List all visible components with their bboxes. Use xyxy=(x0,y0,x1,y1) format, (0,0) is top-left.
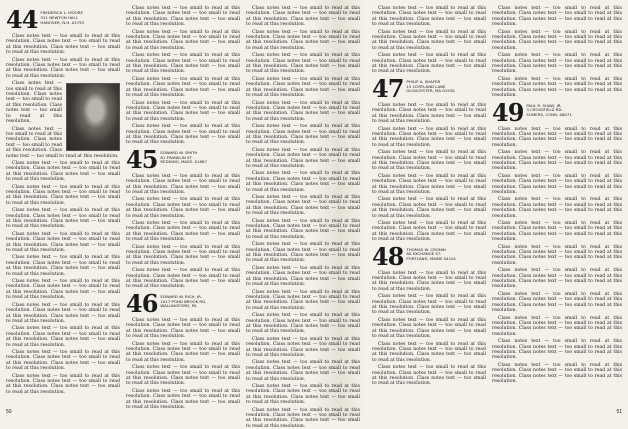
body-paragraph: Class notes text — too small to read at this resolution. Class notes text — too small to read at this resolution. Class notes text — too small to read at this resolution. xyxy=(246,289,360,311)
body-paragraph: Class notes text — too small to read at this resolution. Class notes text — too small to read at this resolution. Class notes text — too small to read at this resolution. xyxy=(372,197,486,219)
body-paragraph: Class notes text — too small to read at this resolution. Class notes text — too small to read at this resolution. Class notes text — too small to read at this resolution. xyxy=(126,173,240,195)
column-2 xyxy=(126,6,240,410)
body-paragraph: Class notes text — too small to read at this resolution. Class notes text — too small to read at this resolution. Class notes text — too small to read at this resolution. xyxy=(492,173,622,195)
body-paragraph: Class notes text — too small to read at this resolution. Class notes text — too small to read at this resolution. Class notes text — too small to read at this resolution. xyxy=(6,126,119,159)
body-paragraph: Class notes text — too small to read at this resolution. Class notes text — too small to read at this resolution. Class notes text — too small to read at this resolution. xyxy=(372,6,486,28)
body-paragraph: Class notes text — too small to read at this resolution. Class notes text — too small to read at this resolution. Class notes text — too small to read at this resolution. xyxy=(492,291,622,314)
body-paragraph: Class notes text — too small to read at this resolution. Class notes text — too small to read at this resolution. Class notes text — too small to read at this resolution. xyxy=(126,388,240,410)
body-paragraph: Class notes text — too small to read at this resolution. Class notes text — too small to read at this resolution. Class notes text — too small to read at this resolution. xyxy=(6,231,120,254)
body-paragraph: Class notes text — too small to read at this resolution. Class notes text — too small to read at this resolution. Class notes text — too small to read at this resolution. xyxy=(126,53,240,75)
class-secretary-address: PHILIP A. SHAFER 15 CORTLAND LANE GLOUCESTER, MA 01930 xyxy=(406,78,455,94)
body-paragraph: Class notes text — too small to read at this resolution. Class notes text — too small to read at this resolution. Class notes text — too small to read at this resolution. xyxy=(6,208,120,230)
body-paragraph: Class notes text — too small to read at this resolution. Class notes text — too small to read at this resolution. Class notes text — too small to read at this resolution. xyxy=(492,150,622,172)
class-year: 46 xyxy=(126,288,158,318)
class-year: 49 xyxy=(492,97,524,127)
body-paragraph: Class notes text — too small to read at this resolution. Class notes text — too small to read at this resolution. Class notes text — too small to read at this resolution. xyxy=(492,126,622,148)
body-paragraph: Class notes text — too small to read at this resolution. Class notes text — too small to read at this resolution. Class notes text — too small to read at this resolution. xyxy=(126,100,240,122)
body-paragraph: Class notes text — too small to read at this resolution. Class notes text — too small to read at this resolution. Class notes text — too small to read at this resolution. xyxy=(246,124,360,146)
body-paragraph: Class notes text — too small to read at this resolution. Class notes text — too small to read at this resolution. Class notes text — too small to read at this resolution. xyxy=(126,244,240,266)
class-year: 48 xyxy=(372,241,404,271)
body-paragraph: Class notes text — too small to read at this resolution. Class notes text — too small to read at this resolution. Class notes text — too small to read at this resolution. xyxy=(492,53,622,75)
body-paragraph: Class notes text — too small to read at this resolution. Class notes text — too small to read at this resolution. Class notes text — too small to read at this resolution. xyxy=(492,197,622,219)
class-header xyxy=(372,73,486,103)
body-paragraph: Class notes text — too small to read at this resolution. Class notes text — too small to read at this resolution. Class notes text — too small to read at this resolution. xyxy=(246,313,360,335)
body-paragraph: Class notes text — too small to read at this resolution. Class notes text — too small to read at this resolution. Class notes text — too small to read at this resolution. xyxy=(126,317,240,340)
body-paragraph: Class notes text — too small to read at this resolution. Class notes text — too small to read at this resolution. Class notes text — too small to read at this resolution. xyxy=(6,57,120,79)
body-paragraph: Class notes text — too small to read at this resolution. Class notes text — too small to read at this resolution. Class notes text — too small to read at this resolution. xyxy=(246,6,360,28)
body-paragraph: Class notes text — too small to read at this resolution. Class notes text — too small to read at this resolution. Class notes text — too small to read at this resolution. xyxy=(492,315,622,337)
body-paragraph: Class notes text — too small to read at this resolution. Class notes text — too small to read at this resolution. Class notes text — too small to read at this resolution. xyxy=(6,373,120,395)
body-paragraph: Class notes text — too small to read at this resolution. Class notes text — too small to read at this resolution. Class notes text — too small to read at this resolution. xyxy=(6,302,120,324)
body-paragraph: Class notes text — too small to read at this resolution. Class notes text — too small to read at this resolution. Class notes text — too small to read at this resolution. xyxy=(126,29,240,51)
body-paragraph: Class notes text — too small to read at this resolution. Class notes text — too small to read at this resolution. Class notes text — too small to read at this resolution. xyxy=(492,362,622,384)
body-paragraph: Class notes text — too small to read at this resolution. Class notes text — too small to read at this resolution. Class notes text — too small to read at this resolution. xyxy=(492,6,622,28)
body-paragraph: Class notes text — too small to read at this resolution. Class notes text — too small to read at this resolution. Class notes text — too small to read at this resolution. xyxy=(126,268,240,290)
portrait-photo xyxy=(66,83,120,151)
body-paragraph: Class notes text — too small to read at this resolution. Class notes text — too small to read at this resolution. Class notes text — too small to read at this resolution. xyxy=(6,184,120,206)
column-5 xyxy=(492,6,622,402)
class-secretary-address: THOMAS W. CRONIN 80 EXCHANGE ST. PORTLAND, MAINE 04101 xyxy=(406,246,457,262)
body-paragraph: Class notes text — too small to read at this resolution. Class notes text — too small to read at this resolution. Class notes text — too small to read at this resolution. xyxy=(6,160,120,183)
column-1 xyxy=(6,6,120,402)
body-paragraph: Class notes text — too small to read at this resolution. Class notes text — too small to read at this resolution. Class notes text — too small to read at this resolution. xyxy=(246,407,360,429)
body-paragraph: Class notes text — too small to read at this resolution. Class notes text — too small to read at this resolution. Class notes text — too small to read at this resolution. xyxy=(372,317,486,340)
body-paragraph: Class notes text — too small to read at this resolution. Class notes text — too small to read at this resolution. Class notes text — too small to read at this resolution. xyxy=(492,221,622,243)
class-secretary-address: EDWARD W. SMITH 81 FRANKLIN ST. REDDING, MASS. 01867 xyxy=(160,149,207,165)
body-paragraph: Class notes text — too small to read at this resolution. Class notes text — too small to read at this resolution. Class notes text — too small to read at this resolution. xyxy=(372,270,486,292)
class-header xyxy=(6,5,120,34)
body-paragraph: Class notes text — too small to read at this resolution. Class notes text — too small to read at this resolution. Class notes text — too small to read at this resolution. xyxy=(126,76,240,99)
body-paragraph: Class notes text — too small to read at this resolution. Class notes text — too small to read at this resolution. Class notes text — too small to read at this resolution. xyxy=(492,76,622,99)
column-3 xyxy=(246,6,360,429)
body-paragraph: Class notes text — too small to read at this resolution. Class notes text — too small to read at this resolution. Class notes text — too small to read at this resolution. xyxy=(492,244,622,266)
body-paragraph: Class notes text — too small to read at this resolution. Class notes text — too small to read at this resolution. Class notes text — too small to read at this resolution. xyxy=(492,29,622,51)
body-paragraph: Class notes text — too small to read at this resolution. Class notes text — too small to read at this resolution. Class notes text — too small to read at this resolution. xyxy=(6,255,120,277)
body-paragraph: Class notes text — too small to read at this resolution. Class notes text — too small to read at this resolution. Class notes text — too small to read at this resolution. xyxy=(126,6,240,28)
body-paragraph: Class notes text — too small to read at this resolution. Class notes text — too small to read at this resolution. Class notes text — too small to read at this resolution. xyxy=(6,326,120,348)
body-paragraph: Class notes text — too small to read at this resolution. Class notes text — too small to read at this resolution. Class notes text — too small to read at this resolution. xyxy=(372,53,486,75)
body-paragraph: Class notes text — too small to read at this resolution. Class notes text — too small to read at this resolution. Class notes text — too small to read at this resolution. xyxy=(246,195,360,217)
body-paragraph: Class notes text — too small to read at this resolution. Class notes text — too small to read at this resolution. Class notes text — too small to read at this resolution. xyxy=(372,102,486,125)
body-paragraph: Class notes text — too small to read at this resolution. Class notes text — too small to read at this resolution. Class notes text — too small to read at this resolution. xyxy=(246,336,360,358)
class-year: 45 xyxy=(126,144,158,174)
body-paragraph: Class notes text — too small to read at this resolution. Class notes text — too small to read at this resolution. Class notes text — too small to read at this resolution. xyxy=(372,173,486,195)
column-4 xyxy=(372,6,486,402)
class-secretary-address: PAUL R. SHAW, JR. 3 CROSSFIELD RD. SOMERS, CONN. 06071 xyxy=(526,102,572,118)
body-paragraph: Class notes text — too small to read at this resolution. Class notes text — too small to read at this resolution. Class notes text — too small to read at this resolution. xyxy=(126,124,240,146)
body-paragraph: Class notes text — too small to read at this resolution. Class notes text — too small to read at this resolution. Class notes text — too small to read at this resolution. xyxy=(372,341,486,363)
class-secretary-address: FREDERICK L. MOORE 311 NEWTON HALL HANOVER, N.H. 03755 xyxy=(40,10,85,25)
body-paragraph: Class notes text — too small to read at this resolution. Class notes text — too small to read at this resolution. Class notes text — too small to read at this resolution. xyxy=(372,294,486,316)
body-paragraph: Class notes text — too small to read at this resolution. Class notes text — too small to read at this resolution. Class notes text — too small to read at this resolution. xyxy=(246,29,360,51)
body-paragraph: Class notes text — too small to read at this resolution. Class notes text — too small to read at this resolution. Class notes text — too small to read at this resolution. xyxy=(246,360,360,382)
body-paragraph: Class notes text — too small to read at this resolution. Class notes text — too small to read at this resolution. Class notes text — too small to read at this resolution. xyxy=(126,341,240,363)
body-paragraph: Class notes text — too small to read at this resolution. Class notes text — too small to read at this resolution. Class notes text — too small to read at this resolution. xyxy=(6,279,120,301)
body-paragraph: Class notes text — too small to read at this resolution. Class notes text — too small to read at this resolution. Class notes text — too small to read at this resolution. xyxy=(246,76,360,99)
class-header xyxy=(126,144,240,174)
body-paragraph: Class notes text — too small to read at this resolution. Class notes text — too small to read at this resolution. Class notes text — too small to read at this resolution. xyxy=(246,147,360,169)
body-paragraph: Class notes text — too small to read at this resolution. Class notes text — too small to read at this resolution. Class notes text — too small to read at this resolution. xyxy=(246,53,360,75)
page-number-right: 51 xyxy=(616,409,622,415)
class-header xyxy=(126,288,240,318)
class-year: 44 xyxy=(6,5,38,34)
class-header xyxy=(492,97,622,127)
body-paragraph: Class notes text — too small to read at this resolution. Class notes text — too small to read at this resolution. Class notes text — too small to read at this resolution. xyxy=(6,81,62,125)
body-paragraph: Class notes text — too small to read at this resolution. Class notes text — too small to read at this resolution. Class notes text — too small to read at this resolution. xyxy=(492,268,622,290)
body-paragraph: Class notes text — too small to read at this resolution. Class notes text — too small to read at this resolution. Class notes text — too small to read at this resolution. xyxy=(126,197,240,219)
body-paragraph: Class notes text — too small to read at this resolution. Class notes text — too small to read at this resolution. Class notes text — too small to read at this resolution. xyxy=(246,265,360,288)
body-paragraph: Class notes text — too small to read at this resolution. Class notes text — too small to read at this resolution. Class notes text — too small to read at this resolution. xyxy=(372,126,486,148)
page-number-left: 50 xyxy=(6,409,12,415)
body-paragraph: Class notes text — too small to read at this resolution. Class notes text — too small to read at this resolution. Class notes text — too small to read at this resolution. xyxy=(126,365,240,387)
body-paragraph: Class notes text — too small to read at this resolution. Class notes text — too small to read at this resolution. Class notes text — too small to read at this resolution. xyxy=(372,221,486,243)
body-paragraph: Class notes text — too small to read at this resolution. Class notes text — too small to read at this resolution. Class notes text — too small to read at this resolution. xyxy=(372,150,486,172)
class-header xyxy=(372,241,486,271)
body-paragraph: Class notes text — too small to read at this resolution. Class notes text — too small to read at this resolution. Class notes text — too small to read at this resolution. xyxy=(492,339,622,361)
body-paragraph: Class notes text — too small to read at this resolution. Class notes text — too small to read at this resolution. Class notes text — too small to read at this resolution. xyxy=(6,349,120,372)
body-paragraph: Class notes text — too small to read at this resolution. Class notes text — too small to read at this resolution. Class notes text — too small to read at this resolution. xyxy=(246,100,360,122)
class-year: 47 xyxy=(372,73,404,103)
body-paragraph: Class notes text — too small to read at this resolution. Class notes text — too small to read at this resolution. Class notes text — too small to read at this resolution. xyxy=(372,29,486,51)
body-paragraph: Class notes text — too small to read at this resolution. Class notes text — too small to read at this resolution. Class notes text — too small to read at this resolution. xyxy=(246,171,360,193)
body-paragraph: Class notes text — too small to read at this resolution. Class notes text — too small to read at this resolution. Class notes text — too small to read at this resolution. xyxy=(246,242,360,264)
body-paragraph: Class notes text — too small to read at this resolution. Class notes text — too small to read at this resolution. Class notes text — too small to read at this resolution. xyxy=(372,365,486,387)
body-paragraph: Class notes text — too small to read at this resolution. Class notes text — too small to read at this resolution. Class notes text — too small to read at this resolution. xyxy=(246,384,360,406)
body-paragraph: Class notes text — too small to read at this resolution. Class notes text — too small to read at this resolution. Class notes text — too small to read at this resolution. xyxy=(246,218,360,240)
body-paragraph: Class notes text — too small to read at this resolution. Class notes text — too small to read at this resolution. Class notes text — too small to read at this resolution. xyxy=(6,34,120,56)
body-paragraph: Class notes text — too small to read at this resolution. Class notes text — too small to read at this resolution. Class notes text — too small to read at this resolution. xyxy=(126,221,240,243)
class-secretary-address: EDWARD W. RICH, JR. 1017 POND BROOK RD. WALLINGFORD, PA. xyxy=(160,293,207,309)
